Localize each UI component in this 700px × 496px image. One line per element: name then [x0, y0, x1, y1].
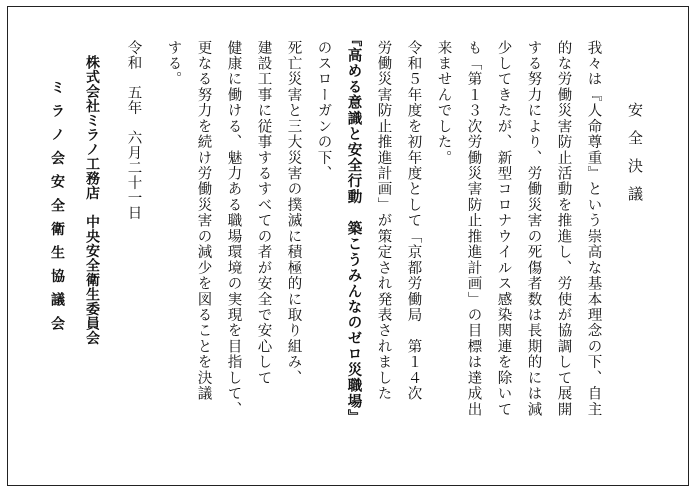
- paragraph2-line4: のスローガンの下、: [315, 40, 332, 182]
- paragraph1-line2: 的な労働災害防止活動を推進し、労使が協調して展開: [555, 40, 572, 418]
- paragraph1-line6: 来ませんでした。: [435, 40, 452, 166]
- paragraph2-line2: 労働災害防止推進計画」が策定され発表されました: [375, 40, 392, 402]
- document-title: 安全決議: [626, 102, 644, 214]
- paragraph1-line5: も「第１３次労働災害防止推進計画」の目標は達成出: [465, 40, 482, 418]
- paragraph3-line3: 健康に働ける、魅力ある職場環境の実現を目指して、: [225, 40, 242, 418]
- signature-safety-council: ミラノ会安全衛生協議会: [49, 80, 65, 340]
- resolution-date: 令和 五年 六月二十一日: [125, 40, 142, 220]
- paragraph3-line2: 建設工事に従事するすべての者が安全で安心して: [255, 40, 272, 386]
- paragraph2-line1: 令和５年度を初年度として「京都労働局 第１４次: [405, 40, 422, 402]
- paragraph1-line4: 少してきたが、新型コロナウイルス感染関連を除いて: [495, 40, 512, 418]
- paragraph1-line1: 我々は『人命尊重』という崇高な基本理念の下、自主: [585, 40, 602, 418]
- slogan: 『高める意識と安全行動 築こうみんなのゼロ災職場』: [345, 32, 362, 425]
- paragraph1-line3: する努力により、労働災害の死傷者数は長期的には減: [525, 40, 542, 418]
- paragraph3-line1: 死亡災害と三大災害の撲滅に積極的に取り組み、: [285, 40, 302, 386]
- paragraph3-line5: する。: [165, 40, 182, 88]
- paragraph3-line4: 更なる努力を続け労働災害の減少を図ることを決議: [195, 40, 212, 402]
- signature-company-committee: 株式会社ミラノ工務店 中央安全衛生委員会: [84, 55, 100, 345]
